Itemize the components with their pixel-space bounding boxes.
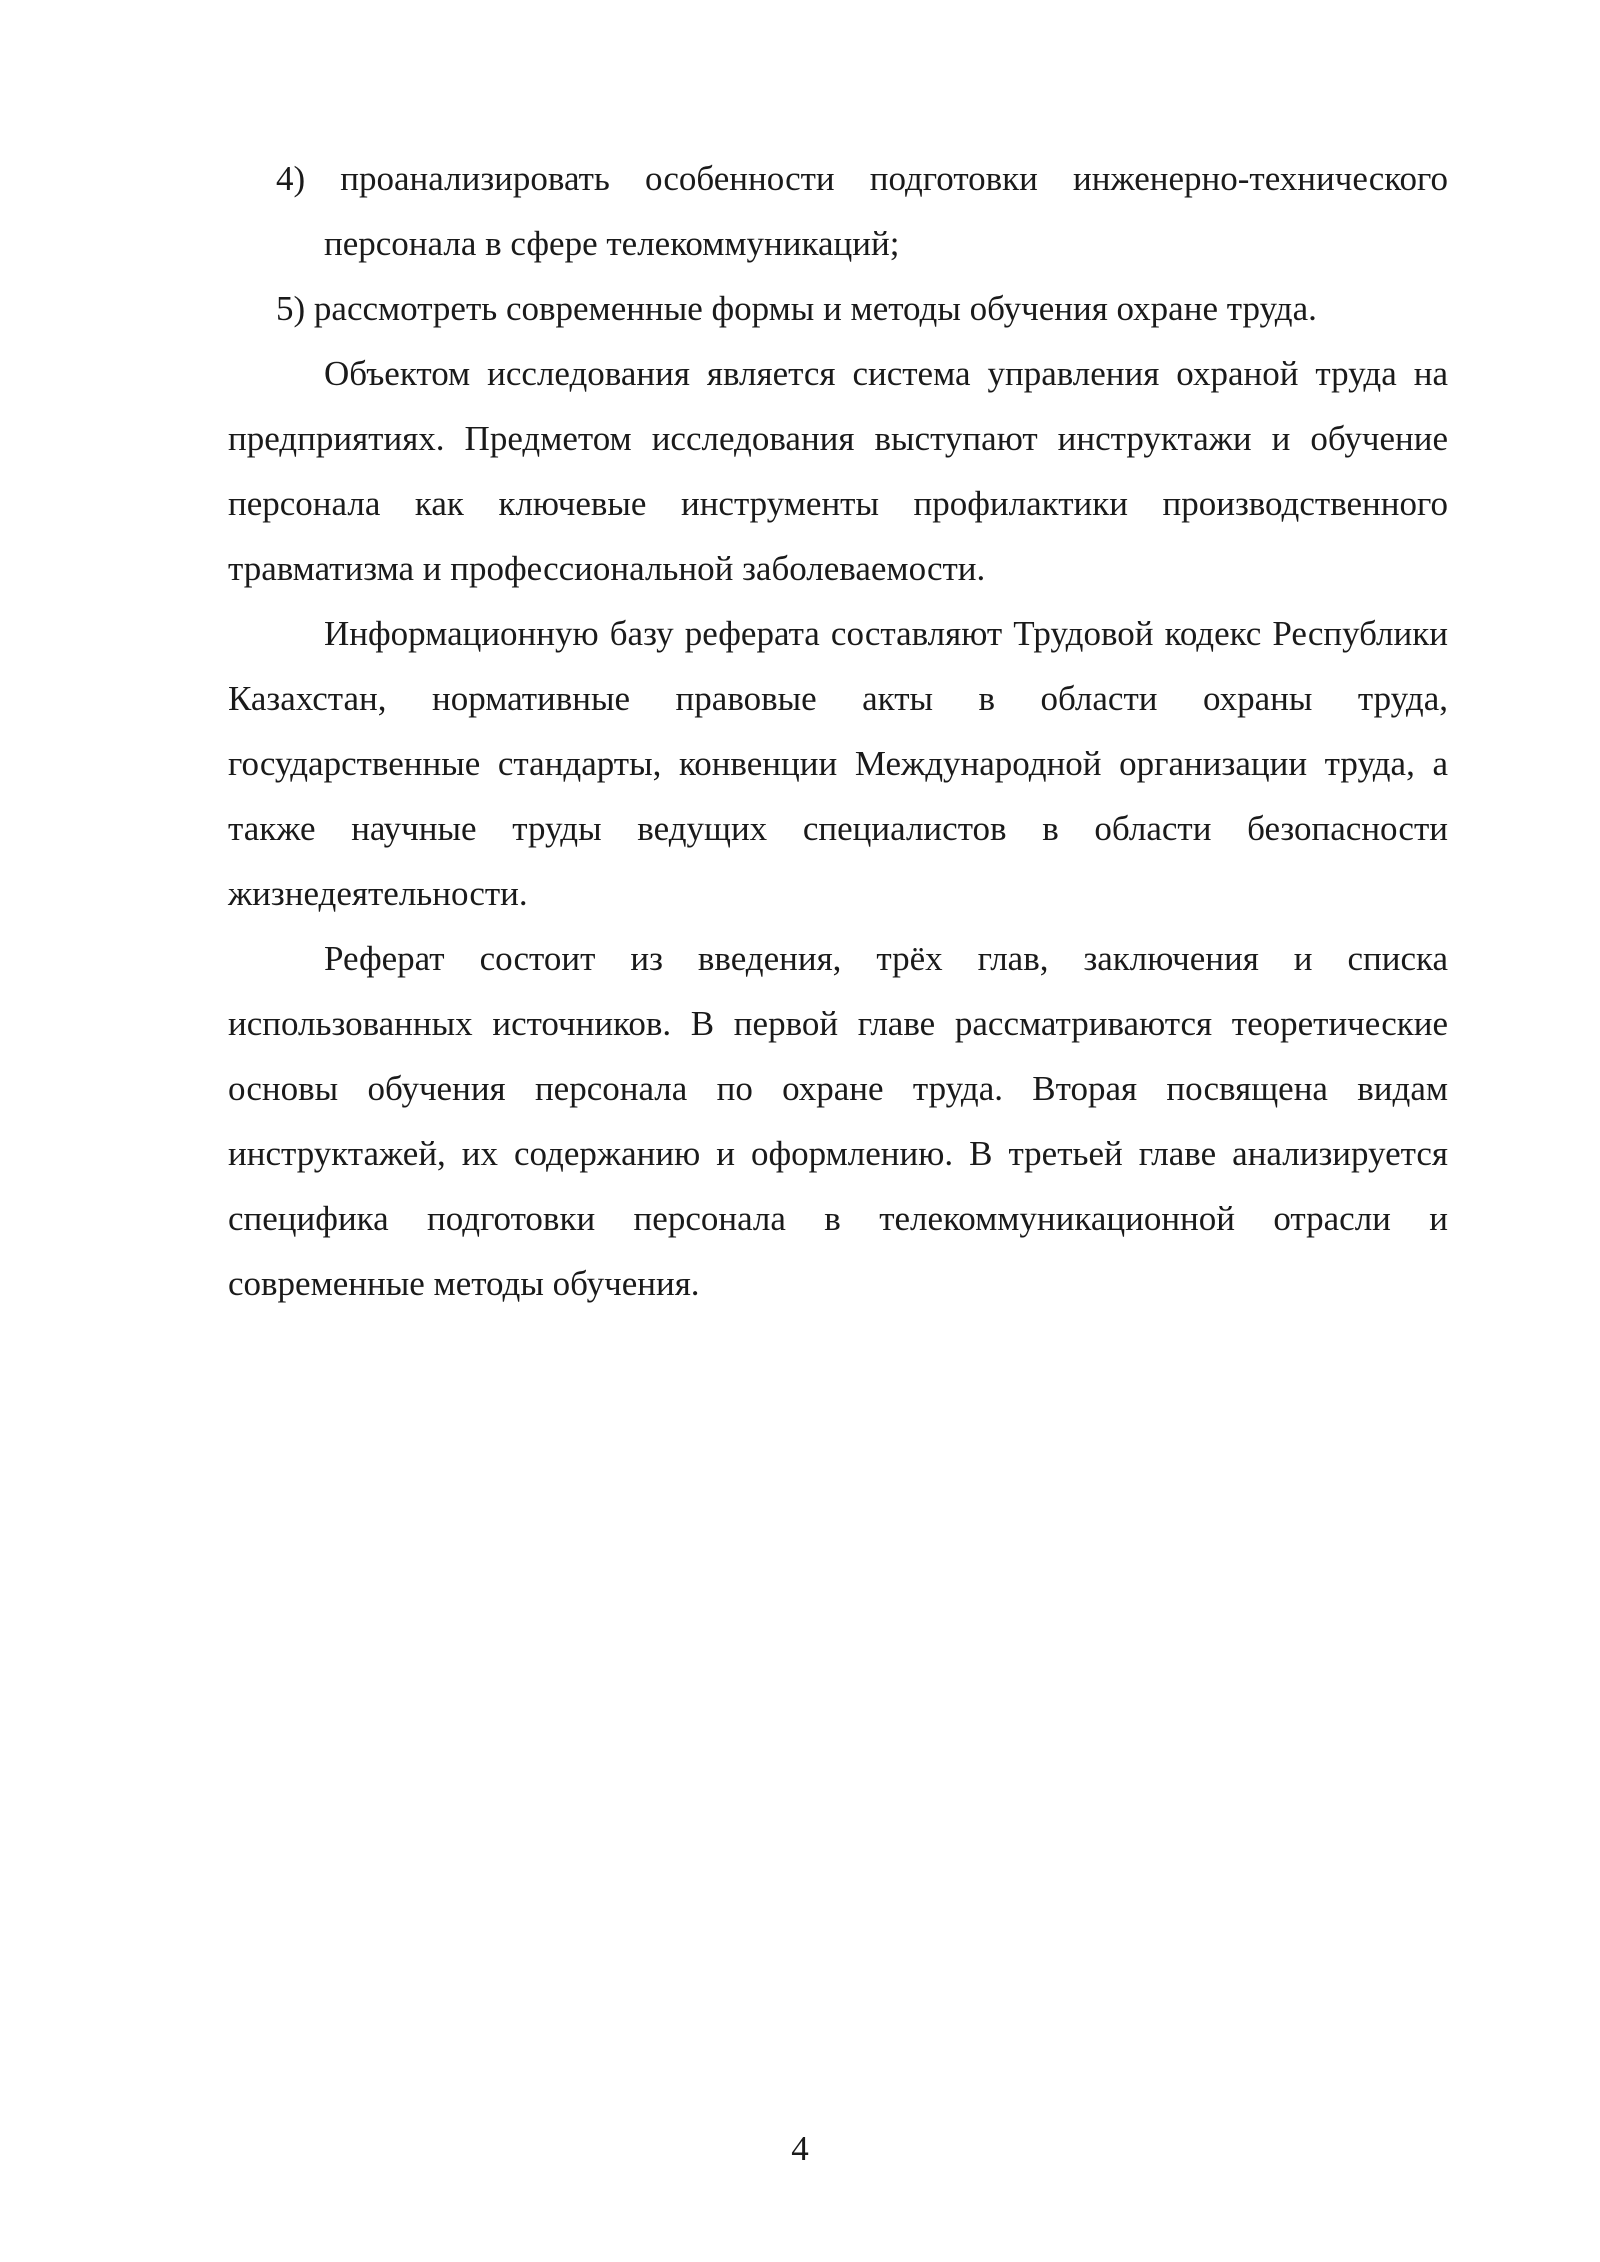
list-item: 4) проанализировать особенности подготовки инженерно-технического персонала в сфере телекоммуникаций; <box>276 159 1448 263</box>
list-item: 5) рассмотреть современные формы и методы обучения охране труда. <box>276 289 1317 328</box>
paragraph: Объектом исследования является система управления охраной труда на предприятиях. Предметом исследования выступают инструктажи и обучение персонала как ключевые инструменты профилактики производственного травматизма и профессиональной заболеваемости. <box>228 354 1448 588</box>
page-body <box>228 146 1448 1316</box>
page-number: 4 <box>791 2129 809 2168</box>
paragraph: Информационную базу реферата составляют Трудовой кодекс Республики Казахстан, нормативные правовые акты в области охраны труда, государственные стандарты, конвенции Международной организации труда, а также научные труды ведущих специалистов в области безопасности жизнедеятельности. <box>228 614 1448 913</box>
paragraph: Реферат состоит из введения, трёх глав, заключения и списка использованных источников. В первой главе рассматриваются теоретические основы обучения персонала по охране труда. Вторая посвящена видам инструктажей, их содержанию и оформлению. В третьей главе анализируется специфика подготовки персонала в телекоммуникационной отрасли и современные методы обучения. <box>228 939 1448 1303</box>
